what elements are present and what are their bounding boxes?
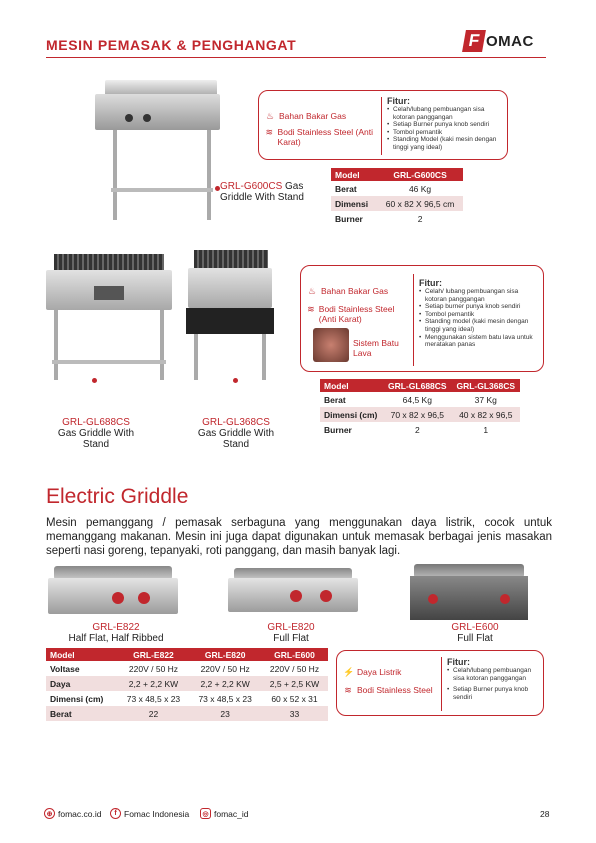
product-image-grl-e600 (410, 564, 528, 622)
caption-grl-e822: GRL-E822 Half Flat, Half Ribbed (68, 622, 164, 644)
section-description: Mesin pemanggang / pemasak serbaguna yang menggunakan daya listrik, cocok untuk memanggang makanan. Mesin ini juga dapat digunakan untuk memasak berbagai jenis masakan seperti nasi goreng, tepanyaki, roti panggang, dan masih banyak lagi. (46, 517, 552, 557)
lava-stone-photo (313, 328, 349, 362)
layers-icon: ≋ (265, 127, 274, 137)
spec-table-electric: Model GRL-E822 GRL-E820 GRL-E600 Voltase 220V / 50 Hz 220V / 50 Hz 220V / 50 Hz Daya 2,2 + 2,2 KW 2,2 + 2,2 KW 2,5 + 2,5 KW Dimensi (cm) 73 x 48,5 x 23 73 x 48,5 x 23 60 x 52 x 31 Berat 22 23 33 (46, 648, 328, 721)
globe-icon: ⊕ (44, 808, 55, 819)
caption-grl-e600: GRL-E600 Full Flat (451, 622, 499, 644)
caption-grl-e820: GRL-E820 Full Flat (267, 622, 315, 644)
section-header-title: MESIN PEMASAK & PENGHANGAT (46, 37, 297, 53)
feature-gas: ♨ Bahan Bakar Gas (265, 111, 347, 121)
features-box-p2: ♨ Bahan Bakar Gas ≋ Bodi Stainless Steel (Anti Karat) Sistem Batu Lava Fitur: • Celah/ lubang pembuangan sisa kotoran panggangan • Setiap burner punya knob sendiri • Tombol pemantik • Standing model (kaki mesin dengan tinggi yang ideal) • Menggunakan sistem batu lava untuk meratakan panas (300, 265, 544, 372)
product-image-grl-e820 (228, 568, 358, 614)
footer-instagram[interactable]: ◎ fomac_id (200, 808, 249, 819)
flame-icon: ♨ (307, 286, 317, 296)
product-image-grl-gl688cs (44, 250, 174, 390)
section-title-electric: Electric Griddle (46, 485, 189, 508)
flame-icon: ♨ (265, 111, 275, 121)
instagram-icon: ◎ (200, 808, 211, 819)
facebook-icon: f (110, 808, 121, 819)
header-divider (46, 57, 546, 58)
product-image-grl-gl368cs (186, 244, 276, 384)
fomac-logo: F OMAC (464, 29, 544, 53)
layers-icon: ≋ (344, 685, 352, 695)
product-image-grl-g600cs (95, 80, 225, 230)
features-box-p1: ♨ Bahan Bakar Gas ≋ Bodi Stainless Steel (Anti Karat) Fitur: • Celah/lubang pembuangan sisa kotoran panggangan • Setiap Burner punya knob sendiri • Tombol pemantik • Standing Model (kaki mesin dengan tinggi yang ideal) (258, 90, 508, 160)
spec-table-p1: Model GRL-G600CS Berat 46 Kg Dimensi 60 x 82 X 96,5 cm Burner 2 (331, 168, 463, 226)
caption-grl-gl368cs: GRL-GL368CS Gas Griddle With Stand (197, 417, 275, 450)
layers-icon: ≋ (307, 304, 315, 314)
feature-stainless: ≋ Bodi Stainless Steel (Anti Karat) (265, 127, 373, 147)
product-image-grl-e822 (48, 566, 178, 616)
features-box-electric: ⚡ Daya Listrik ≋ Bodi Stainless Steel Fitur: • Celah/lubang pembuangan sisa kotoran panggangan • Setiap Burner punya knob sendiri (336, 650, 544, 716)
footer-website[interactable]: ⊕ fomac.co.id (44, 808, 101, 819)
caption-grl-g600cs: GRL-G600CS Gas Griddle With Stand (220, 181, 304, 203)
spec-table-p2: Model GRL-GL688CS GRL-GL368CS Berat 64,5 Kg 37 Kg Dimensi (cm) 70 x 82 x 96,5 40 x 82 x 96,5 Burner 2 1 (320, 379, 520, 437)
page-number: 28 (540, 809, 550, 819)
footer-facebook[interactable]: f Fomac Indonesia (110, 808, 189, 819)
caption-grl-gl688cs: GRL-GL688CS Gas Griddle With Stand (57, 417, 135, 450)
lightning-icon: ⚡ (343, 667, 355, 677)
